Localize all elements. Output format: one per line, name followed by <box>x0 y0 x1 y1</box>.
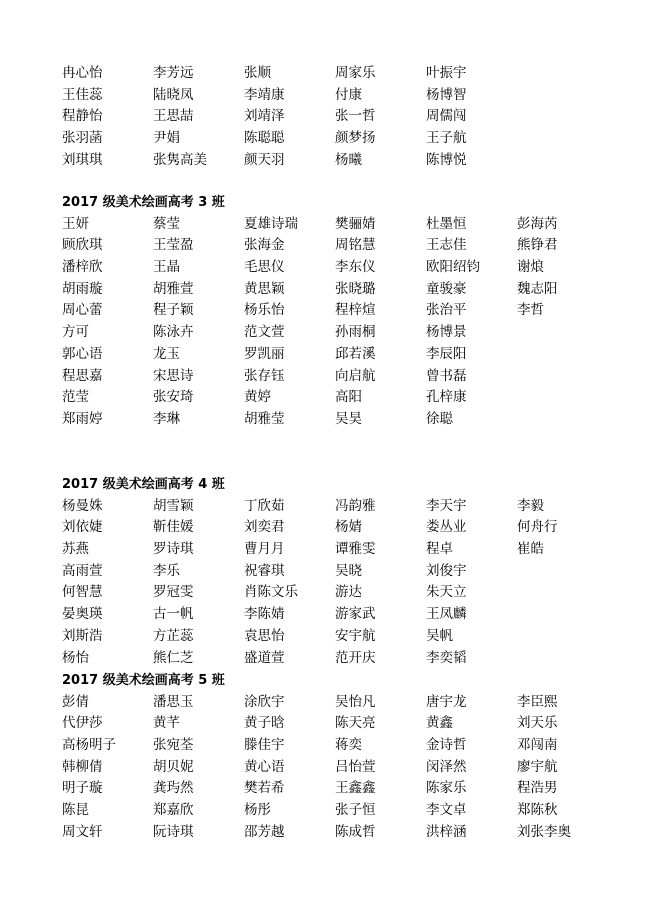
student-name: 张隽高美 <box>153 151 207 168</box>
student-name: 滕佳宇 <box>244 737 285 754</box>
student-name: 向启航 <box>335 367 376 384</box>
student-name: 谭雅雯 <box>335 541 376 558</box>
student-name: 吴帆 <box>426 627 453 644</box>
student-name: 蔡莹 <box>153 215 180 232</box>
student-name: 李天宇 <box>426 497 467 514</box>
student-name <box>517 344 608 366</box>
student-name: 李奕韬 <box>426 649 467 666</box>
student-name: 朱天立 <box>426 584 467 601</box>
student-name: 袁思怡 <box>244 627 285 644</box>
student-name: 蒋奕 <box>335 737 362 754</box>
student-name <box>517 561 608 583</box>
student-name: 叶振宇 <box>426 65 467 81</box>
name-row <box>62 300 622 322</box>
student-name: 龚玙然 <box>153 780 194 797</box>
student-name: 李乐 <box>153 562 180 579</box>
student-name: 黄思颖 <box>244 280 285 297</box>
name-row <box>62 257 622 279</box>
student-name: 罗凯丽 <box>244 345 285 362</box>
name-row <box>62 604 622 626</box>
student-name: 李琳 <box>153 410 180 427</box>
student-name: 王佳蕊 <box>62 86 103 103</box>
student-name: 陈聪聪 <box>244 130 285 147</box>
name-row <box>62 648 622 670</box>
student-name: 王莹盈 <box>153 237 194 254</box>
student-name: 杨怡 <box>62 649 89 666</box>
name-row <box>62 692 622 714</box>
student-name: 王子航 <box>426 130 467 147</box>
student-name: 王妍 <box>62 215 89 232</box>
student-name: 刘张李奥 <box>517 823 571 840</box>
student-name: 张顺 <box>244 65 271 81</box>
student-name: 王晶 <box>153 259 180 276</box>
student-name: 周铭慧 <box>335 237 376 254</box>
name-row <box>62 409 622 431</box>
student-name: 周心蕾 <box>62 302 103 319</box>
student-name: 樊骊婧 <box>335 215 376 232</box>
student-name: 罗冠雯 <box>153 584 194 601</box>
name-row <box>62 778 622 800</box>
student-name: 杨曦 <box>335 151 362 168</box>
name-row <box>62 387 622 409</box>
student-name: 吕怡萱 <box>335 758 376 775</box>
name-row <box>62 235 622 257</box>
student-name: 唐宇龙 <box>426 693 467 710</box>
student-name: 陈博悦 <box>426 151 467 168</box>
student-name: 黄鑫 <box>426 715 453 732</box>
student-name: 安宇航 <box>335 627 376 644</box>
student-name: 欧阳绍钧 <box>426 259 480 276</box>
student-name <box>517 582 608 604</box>
student-name: 黄婷 <box>244 389 271 406</box>
student-name: 张晓璐 <box>335 280 376 297</box>
student-name: 黄心语 <box>244 758 285 775</box>
student-name: 王志佳 <box>426 237 467 254</box>
student-name: 李陈婧 <box>244 606 285 623</box>
student-name: 方芷蕊 <box>153 627 194 644</box>
student-name: 高阳 <box>335 389 362 406</box>
student-name <box>517 106 608 128</box>
student-name: 肖陈文乐 <box>244 584 298 601</box>
student-name: 吴昊 <box>335 410 362 427</box>
student-name: 尹娟 <box>153 130 180 147</box>
class-section <box>62 192 622 431</box>
student-name: 熊仁芝 <box>153 649 194 666</box>
student-name: 周儒闯 <box>426 108 467 125</box>
student-name: 游达 <box>335 584 362 601</box>
student-name: 陈昆 <box>62 802 89 819</box>
name-row <box>62 517 622 539</box>
student-name: 李毅 <box>517 497 544 514</box>
student-name: 曾书磊 <box>426 367 467 384</box>
student-name: 程子颖 <box>153 302 194 319</box>
student-name: 胡雨璇 <box>62 280 103 297</box>
student-name: 张羽菡 <box>62 130 103 147</box>
student-name: 杨博智 <box>426 86 467 103</box>
student-name: 张治平 <box>426 302 467 319</box>
student-name: 冯韵雅 <box>335 497 376 514</box>
student-name <box>517 409 608 431</box>
student-name: 娄丛业 <box>426 519 467 536</box>
student-name: 游家武 <box>335 606 376 623</box>
student-name: 阮诗琪 <box>153 823 194 840</box>
student-name: 范开庆 <box>335 649 376 666</box>
student-name: 古一帆 <box>153 606 194 623</box>
student-name: 胡贝妮 <box>153 758 194 775</box>
student-name: 周家乐 <box>335 65 376 81</box>
name-row <box>62 713 622 735</box>
name-row <box>62 322 622 344</box>
class-section <box>62 474 622 669</box>
student-name: 夏雄诗瑞 <box>244 215 298 232</box>
student-name: 盛道萱 <box>244 649 285 666</box>
student-name <box>517 604 608 626</box>
student-name: 韩柳倩 <box>62 758 103 775</box>
name-row <box>62 561 622 583</box>
student-name: 李东仪 <box>335 259 376 276</box>
student-name: 闵泽然 <box>426 758 467 775</box>
student-name <box>517 366 608 388</box>
student-name: 胡雅莹 <box>244 410 285 427</box>
student-name: 李哲 <box>517 302 544 319</box>
student-name: 张宛荃 <box>153 737 194 754</box>
student-name: 颜梦扬 <box>335 130 376 147</box>
name-row <box>62 822 622 844</box>
student-name: 张子恒 <box>335 802 376 819</box>
student-name <box>517 648 608 670</box>
name-row <box>62 582 622 604</box>
class-heading: 2017 级美术绘画高考 3 班 <box>62 195 225 210</box>
name-row <box>62 85 622 107</box>
student-name: 邵芳越 <box>244 823 285 840</box>
student-name: 胡雅萱 <box>153 280 194 297</box>
student-name: 郑雨婷 <box>62 410 103 427</box>
student-name: 杨彤 <box>244 802 271 819</box>
student-name: 程卓 <box>426 541 453 558</box>
student-name: 谢烺 <box>517 259 544 276</box>
student-name: 杨乐怡 <box>244 302 285 319</box>
student-name: 杨曼姝 <box>62 497 103 514</box>
student-name: 魏志阳 <box>517 280 558 297</box>
class-heading: 2017 级美术绘画高考 5 班 <box>62 673 225 688</box>
student-name: 陈家乐 <box>426 780 467 797</box>
student-name: 郑陈秋 <box>517 802 558 819</box>
student-name: 吴晓 <box>335 562 362 579</box>
student-name: 陈泳卉 <box>153 324 194 341</box>
name-row <box>62 279 622 301</box>
student-name: 廖宇航 <box>517 758 558 775</box>
student-name: 刘俊宇 <box>426 562 467 579</box>
student-name <box>517 63 608 85</box>
student-name: 高杨明子 <box>62 737 116 754</box>
student-name: 宋思诗 <box>153 367 194 384</box>
student-name: 涂欣宇 <box>244 693 285 710</box>
student-name: 祝睿琪 <box>244 562 285 579</box>
student-name: 程浩男 <box>517 780 558 797</box>
name-row <box>62 757 622 779</box>
student-name: 崔皓 <box>517 541 544 558</box>
name-row <box>62 150 622 172</box>
student-name <box>517 626 608 648</box>
class-heading: 2017 级美术绘画高考 4 班 <box>62 477 225 492</box>
student-name: 杜墨恒 <box>426 215 467 232</box>
name-row <box>62 106 622 128</box>
student-name: 刘依婕 <box>62 519 103 536</box>
student-name: 李辰阳 <box>426 345 467 362</box>
name-row <box>62 63 622 85</box>
student-name: 刘天乐 <box>517 715 558 732</box>
student-name <box>517 150 608 172</box>
student-name: 黄子晗 <box>244 715 285 732</box>
student-name <box>517 387 608 409</box>
student-name: 苏燕 <box>62 541 89 558</box>
student-name <box>517 85 608 107</box>
student-name: 程梓煊 <box>335 302 376 319</box>
student-name: 周文轩 <box>62 823 103 840</box>
student-name: 靳佳媛 <box>153 519 194 536</box>
name-row <box>62 800 622 822</box>
student-name: 王鑫鑫 <box>335 780 376 797</box>
student-name: 刘靖泽 <box>244 108 285 125</box>
student-name: 陈成哲 <box>335 823 376 840</box>
student-name: 曹月月 <box>244 541 285 558</box>
student-name: 彭海芮 <box>517 215 558 232</box>
student-name: 张一哲 <box>335 108 376 125</box>
student-name: 冉心怡 <box>62 65 103 81</box>
student-name: 杨婧 <box>335 519 362 536</box>
name-row <box>62 626 622 648</box>
student-name: 熊铮君 <box>517 237 558 254</box>
student-name: 张安琦 <box>153 389 194 406</box>
student-name: 徐聪 <box>426 410 453 427</box>
student-name: 张存钰 <box>244 367 285 384</box>
student-name: 付康 <box>335 86 362 103</box>
student-name: 代伊莎 <box>62 715 103 732</box>
student-name: 罗诗琪 <box>153 541 194 558</box>
student-name: 邱若溪 <box>335 345 376 362</box>
student-name: 胡雪颖 <box>153 497 194 514</box>
student-name: 洪梓涵 <box>426 823 467 840</box>
student-name: 何智慧 <box>62 584 103 601</box>
student-name: 方可 <box>62 324 89 341</box>
name-row <box>62 128 622 150</box>
student-name: 陈天亮 <box>335 715 376 732</box>
student-name: 彭倩 <box>62 693 89 710</box>
student-name: 刘琪琪 <box>62 151 103 168</box>
student-name: 明子璇 <box>62 780 103 797</box>
class-section <box>62 63 622 171</box>
student-name: 李芳远 <box>153 65 194 81</box>
student-name: 刘斯浩 <box>62 627 103 644</box>
student-name: 李文卓 <box>426 802 467 819</box>
student-name: 范文萱 <box>244 324 285 341</box>
student-name: 孔梓康 <box>426 389 467 406</box>
student-name: 黄芊 <box>153 715 180 732</box>
student-name: 金诗哲 <box>426 737 467 754</box>
student-name: 杨博景 <box>426 324 467 341</box>
student-name: 程思嘉 <box>62 367 103 384</box>
student-name: 顾欣琪 <box>62 237 103 254</box>
student-name: 潘思玉 <box>153 693 194 710</box>
student-name: 王思喆 <box>153 108 194 125</box>
student-name: 邓闯南 <box>517 737 558 754</box>
student-name: 范莹 <box>62 389 89 406</box>
name-row <box>62 366 622 388</box>
student-name: 高雨萱 <box>62 562 103 579</box>
student-name: 晏奥瑛 <box>62 606 103 623</box>
student-name: 龙玉 <box>153 345 180 362</box>
student-name <box>517 128 608 150</box>
name-row <box>62 539 622 561</box>
student-name: 李靖康 <box>244 86 285 103</box>
student-name: 郭心语 <box>62 345 103 362</box>
name-row <box>62 344 622 366</box>
student-name: 颜天羽 <box>244 151 285 168</box>
student-name: 童骏豪 <box>426 280 467 297</box>
name-row <box>62 735 622 757</box>
student-name: 潘梓欣 <box>62 259 103 276</box>
student-name: 吴怡凡 <box>335 693 376 710</box>
student-name: 陆晓凤 <box>153 86 194 103</box>
student-name: 郑嘉欣 <box>153 802 194 819</box>
student-name: 刘奕君 <box>244 519 285 536</box>
student-name <box>517 322 608 344</box>
name-row <box>62 496 622 518</box>
student-name: 何舟行 <box>517 519 558 536</box>
student-name: 张海金 <box>244 237 285 254</box>
student-name: 程静怡 <box>62 108 103 125</box>
student-name: 李臣熙 <box>517 693 558 710</box>
student-name: 孙雨桐 <box>335 324 376 341</box>
student-name: 樊若希 <box>244 780 285 797</box>
student-name: 毛思仪 <box>244 259 285 276</box>
name-row <box>62 214 622 236</box>
class-section <box>62 670 622 844</box>
student-name: 王凤麟 <box>426 606 467 623</box>
student-name: 丁欣茹 <box>244 497 285 514</box>
